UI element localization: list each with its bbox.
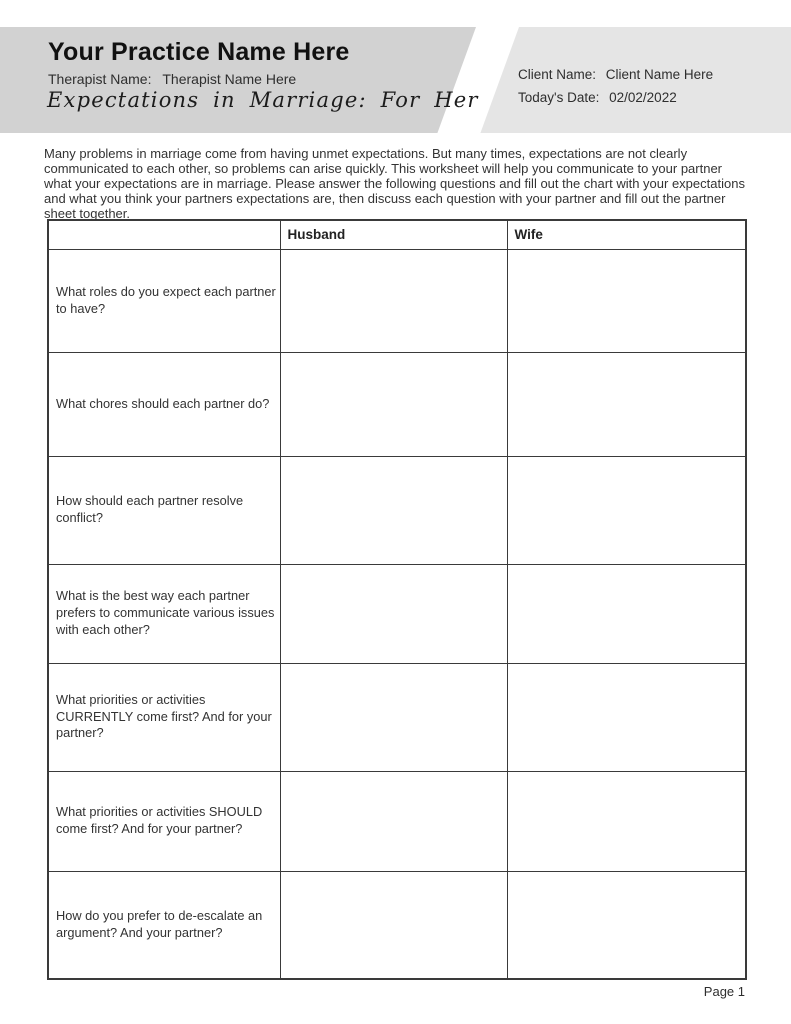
answer-cell-wife: [507, 771, 746, 871]
date-value: 02/02/2022: [609, 90, 677, 105]
table-row: [48, 663, 746, 771]
client-name-line: [518, 63, 713, 86]
therapist-name-line: [48, 71, 296, 87]
table-row: [48, 564, 746, 663]
client-info-block: [518, 63, 713, 109]
question-cell: How should each partner resolve conflict?: [48, 456, 280, 564]
answer-cell-husband: [280, 352, 507, 456]
client-name-value: Client Name Here: [605, 67, 714, 82]
intro-paragraph: Many problems in marriage come from having unmet expectations. But many times, expectations are not clearly communicated to each other, so problems can arise quickly. This worksheet will help you communicate to your partner what your expectations are in marriage. Please answer the following questions and fill out the chart with your expectations and what you think your partners expectations are, then discuss each question with your partner and fill out the partner sheet together.: [44, 146, 745, 221]
therapist-name-label: Therapist Name:: [48, 71, 152, 87]
date-line: [518, 86, 713, 109]
table-header-row: [48, 220, 746, 249]
table-row: [48, 771, 746, 871]
question-cell: What priorities or activities SHOULD come first? And for your partner?: [48, 771, 280, 871]
question-cell: What roles do you expect each partner to have?: [48, 249, 280, 352]
answer-cell-husband: [280, 249, 507, 352]
question-cell: How do you prefer to de-escalate an argument? And your partner?: [48, 871, 280, 979]
question-cell: What priorities or activities CURRENTLY come first? And for your partner?: [48, 663, 280, 771]
answer-cell-husband: [280, 663, 507, 771]
practice-name: Your Practice Name Here: [48, 38, 350, 66]
table-row: [48, 352, 746, 456]
answer-cell-husband: [280, 456, 507, 564]
column-header-wife: Wife: [507, 220, 746, 249]
table-row: [48, 249, 746, 352]
client-name-label: Client Name:: [518, 67, 597, 82]
table-row: [48, 871, 746, 979]
answer-cell-husband: [280, 871, 507, 979]
answer-cell-husband: [280, 771, 507, 871]
answer-cell-wife: [507, 456, 746, 564]
answer-cell-husband: [280, 564, 507, 663]
date-label: Today's Date:: [518, 90, 600, 105]
page-number: Page 1: [703, 984, 745, 999]
question-cell: What is the best way each partner prefers to communicate various issues with each other?: [48, 564, 280, 663]
question-cell: What chores should each partner do?: [48, 352, 280, 456]
column-header-blank: [48, 220, 280, 249]
answer-cell-wife: [507, 249, 746, 352]
questions-table: [47, 219, 747, 980]
answer-cell-wife: [507, 871, 746, 979]
worksheet-title: Expectations in Marriage: For Her: [47, 88, 479, 112]
answer-cell-wife: [507, 564, 746, 663]
therapist-name-value: Therapist Name Here: [162, 71, 297, 87]
table-row: [48, 456, 746, 564]
column-header-husband: Husband: [280, 220, 507, 249]
answer-cell-wife: [507, 352, 746, 456]
answer-cell-wife: [507, 663, 746, 771]
